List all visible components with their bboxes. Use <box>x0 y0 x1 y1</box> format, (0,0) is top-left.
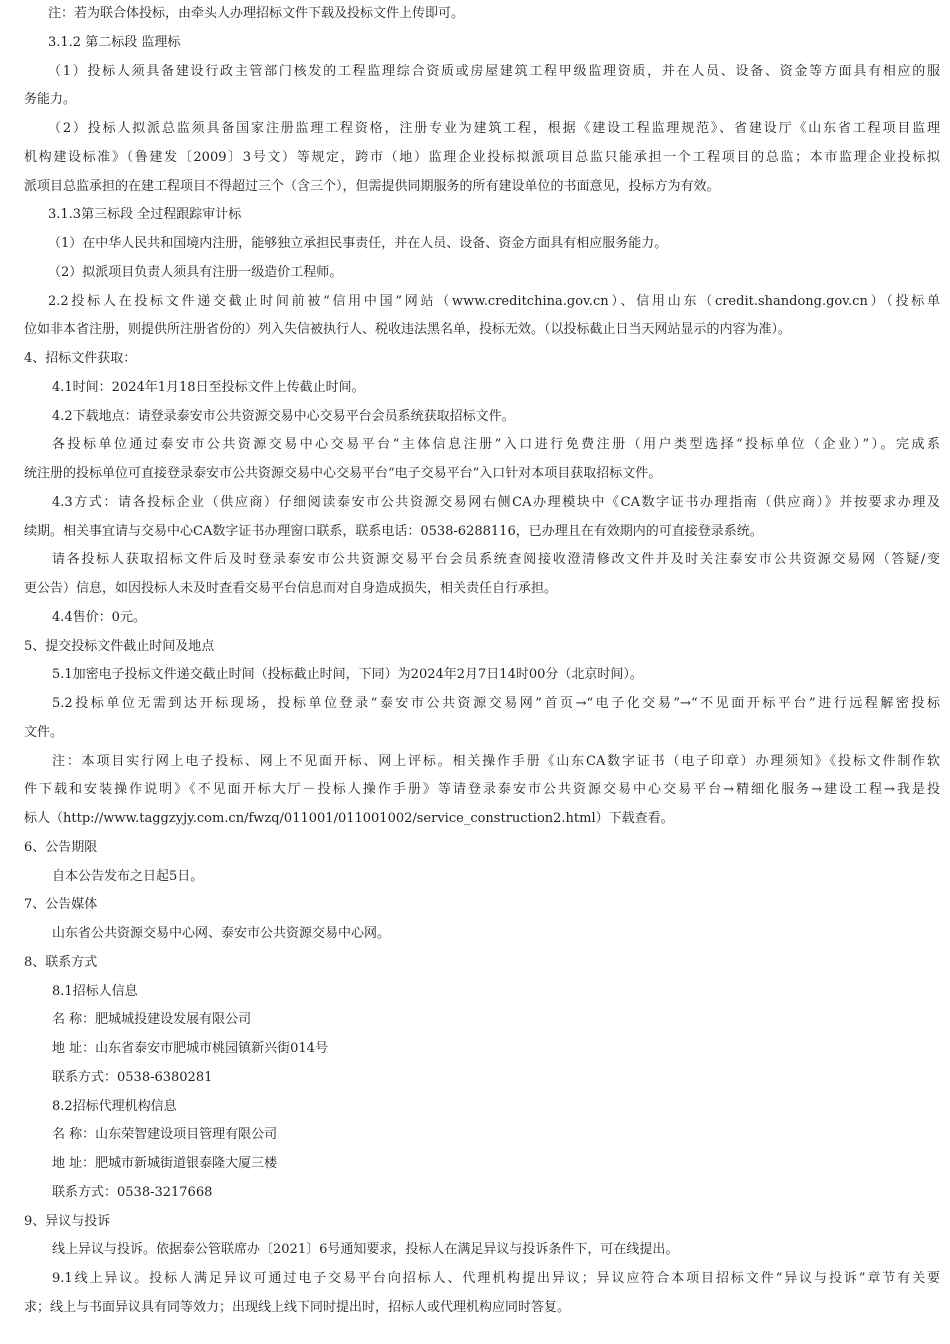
section-9-heading: 9、异议与投诉 <box>24 1213 111 1229</box>
contact-name-line: 名 称：山东荣智建设项目管理有限公司 <box>52 1127 278 1143</box>
paragraph-line: 4.1时间：2024年1月18日至投标文件上传截止时间。 <box>52 379 365 395</box>
section-8-heading: 8、联系方式 <box>24 954 98 970</box>
subsection-8-1-heading: 8.1招标人信息 <box>52 983 138 999</box>
paragraph-line: 各投标单位通过泰安市公共资源交易中心交易平台“主体信息注册”入口进行免费注册（用户类型选择“投标单位（企业）”）。完成系 <box>52 437 940 453</box>
paragraph-line: 请各投标人获取招标文件后及时登录泰安市公共资源交易平台会员系统查阅接收澄清修改文件并及时关注泰安市公共资源交易网（答疑/变 <box>52 552 940 568</box>
contact-name-line: 名 称：肥城城投建设发展有限公司 <box>52 1012 252 1028</box>
paragraph-line: 线上异议与投诉。依据泰公管联席办〔2021〕6号通知要求，投标人在满足异议与投诉条件下，可在线提出。 <box>52 1242 679 1258</box>
section-7-heading: 7、公告媒体 <box>24 897 98 913</box>
paragraph-line: 4.4售价：0元。 <box>52 609 146 625</box>
contact-address-line: 地 址：肥城市新城街道银泰隆大厦三楼 <box>52 1156 278 1171</box>
contact-phone-line: 联系方式：0538-6380281 <box>52 1069 213 1085</box>
paragraph-line: 文件。 <box>24 724 64 740</box>
paragraph-line: 自本公告发布之日起5日。 <box>52 868 204 884</box>
paragraph-line: 9.1线上异议。投标人满足异议可通过电子交易平台向招标人、代理机构提出异议；异议应符合本项目招标文件“异议与投诉”章节有关要 <box>52 1271 940 1286</box>
paragraph-line: 4.3方式：请各投标企业（供应商）仔细阅读泰安市公共资源交易网右侧CA办理模块中《CA数字证书办理指南（供应商）》并按要求办理及 <box>52 494 940 510</box>
paragraph-line: 山东省公共资源交易中心网、泰安市公共资源交易中心网。 <box>52 926 391 941</box>
paragraph-line: 5.1加密电子投标文件递交截止时间（投标截止时间，下同）为2024年2月7日14时00分（北京时间）。 <box>52 667 643 683</box>
subsection-8-2-heading: 8.2招标代理机构信息 <box>52 1098 177 1114</box>
paragraph-line: 续期。相关事宜请与交易中心CA数字证书办理窗口联系，联系电话：0538-6288116，已办理且在有效期内的可直接登录系统。 <box>24 523 763 539</box>
paragraph-line: 件下载和安装操作说明》《不见面开标大厅－投标人操作手册》等请登录泰安市公共资源交易中心交易平台→精细化服务→建设工程→我是投 <box>24 782 940 798</box>
note-consortium: 注：若为联合体投标，由牵头人办理招标文件下载及投标文件上传即可。 <box>48 6 465 21</box>
contact-address-line: 地 址：山东省泰安市肥城市桃园镇新兴街014号 <box>52 1041 328 1056</box>
section-3-1-2-heading: 3.1.2 第二标段 监理标 <box>48 34 181 50</box>
paragraph-line: （1）投标人须具备建设行政主管部门核发的工程监理综合资质或房屋建筑工程甲级监理资质，并在人员、设备、资金等方面具有相应的服 <box>48 63 940 79</box>
paragraph-line: 更公告）信息，如因投标人未及时查看交易平台信息而对自身造成损失，相关责任自行承担。 <box>24 581 558 596</box>
paragraph-line: （2）拟派项目负责人须具有注册一级造价工程师。 <box>48 264 343 280</box>
paragraph-line: 求；线上与书面异议具有同等效力；出现线上线下同时提出时，招标人或代理机构应同时答复。 <box>24 1299 571 1315</box>
paragraph-line: 5.2投标单位无需到达开标现场，投标单位登录“泰安市公共资源交易网”首页→“电子化交易”→“不见面开标平台”进行远程解密投标 <box>52 696 940 711</box>
paragraph-line: 派项目总监承担的在建工程项目不得超过三个（含三个），但需提供同期服务的所有建设单位的书面意见，投标方为有效。 <box>24 178 720 194</box>
paragraph-line: 2.2投标人在投标文件递交截止时间前被“信用中国”网站（www.creditchina.gov.cn）、信用山东（credit.shandong.gov.cn）（投标单 <box>48 293 940 309</box>
paragraph-line: （1）在中华人民共和国境内注册，能够独立承担民事责任，并在人员、设备、资金方面具有相应服务能力。 <box>48 236 668 251</box>
paragraph-line: （2）投标人拟派总监须具备国家注册监理工程资格，注册专业为建筑工程，根据《建设工程监理规范》、省建设厅《山东省工程项目监理 <box>48 121 940 136</box>
paragraph-line: 务能力。 <box>24 92 77 108</box>
paragraph-line: 位如非本省注册，则提供所注册省份的）列入失信被执行人、税收违法黑名单，投标无效。（以投标截止日当天网站显示的内容为准）。 <box>24 322 792 338</box>
section-4-heading: 4、招标文件获取： <box>24 351 137 366</box>
paragraph-line: 标人（http://www.taggzyjy.com.cn/fwzq/011001/011001002/service_construction2.html）下载查看。 <box>24 811 674 826</box>
paragraph-line: 4.2下载地点：请登录泰安市公共资源交易中心交易平台会员系统获取招标文件。 <box>52 408 515 424</box>
section-3-1-3-heading: 3.1.3第三标段 全过程跟踪审计标 <box>48 207 242 223</box>
contact-phone-line: 联系方式：0538-3217668 <box>52 1184 213 1200</box>
paragraph-line: 机构建设标准》（鲁建发〔2009〕3号文）等规定，跨市（地）监理企业投标拟派项目总监只能承担一个工程项目的总监；本市监理企业投标拟 <box>24 149 940 165</box>
paragraph-line: 注：本项目实行网上电子投标、网上不见面开标、网上评标。相关操作手册《山东CA数字证书（电子印章）办理须知》《投标文件制作软 <box>52 753 940 769</box>
section-6-heading: 6、公告期限 <box>24 839 98 855</box>
section-5-heading: 5、提交投标文件截止时间及地点 <box>24 638 215 654</box>
paragraph-line: 统注册的投标单位可直接登录泰安市公共资源交易中心交易平台“电子交易平台”入口针对本项目获取招标文件。 <box>24 466 662 481</box>
